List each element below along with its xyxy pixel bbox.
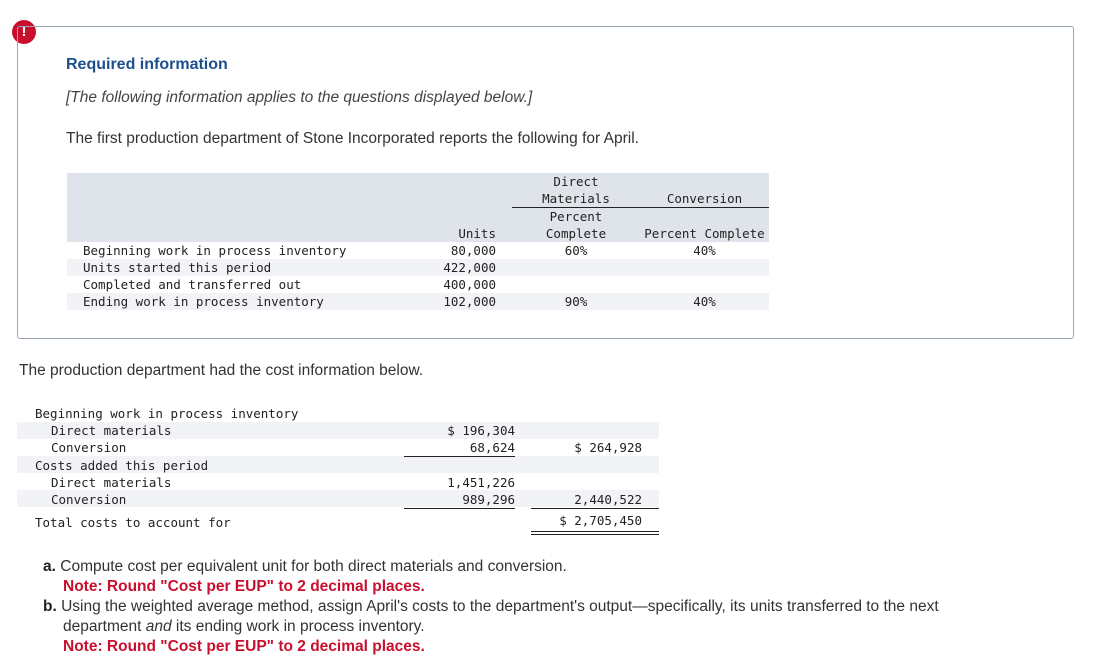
beg-conv-value: 68,624 (469, 440, 515, 455)
conv-header-rule (640, 207, 769, 208)
required-info-title: Required information (66, 56, 228, 73)
added-subtotal-rule (404, 508, 515, 509)
question-a (43, 558, 567, 576)
dm-header-rule (512, 207, 640, 208)
row-conv-pct: 40% (693, 294, 716, 309)
add-conv-value: 989,296 (462, 492, 515, 507)
row-units: 102,000 (443, 294, 496, 309)
beg-dm-label: Direct materials (51, 423, 172, 438)
required-info-subtitle: [The following information applies to the questions displayed below.] (66, 89, 533, 106)
total-value: $ 2,705,450 (559, 513, 642, 528)
beg-conv-label: Conversion (51, 440, 127, 455)
beg-subtotal-rule (404, 456, 515, 457)
add-dm-label: Direct materials (51, 475, 172, 490)
col-conversion: Conversion (666, 191, 743, 206)
add-dm-value: 1,451,226 (447, 475, 515, 490)
total-rule (531, 508, 659, 509)
question-b-text-2c: its ending work in process inventory. (171, 618, 425, 635)
question-b-line2 (63, 618, 425, 636)
add-conv-label: Conversion (51, 492, 127, 507)
beg-wip-label: Beginning work in process inventory (35, 406, 299, 421)
col-dm-line1: Direct (553, 174, 599, 189)
row-label: Completed and transferred out (83, 277, 302, 292)
intro-text: The first production department of Stone Incorporated reports the following for April. (66, 130, 639, 147)
col-conv-percent: Percent Complete (644, 226, 765, 241)
question-b-text-2a: department (63, 618, 146, 635)
question-a-note: Note: Round "Cost per EUP" to 2 decimal places. (63, 578, 425, 595)
col-dm-line4: Complete (545, 226, 607, 241)
row-conv-pct: 40% (693, 243, 716, 258)
cost-intro-text: The production department had the cost information below. (19, 362, 424, 379)
added-label: Costs added this period (35, 458, 209, 473)
total-label: Total costs to account for (35, 515, 231, 530)
row-units: 400,000 (443, 277, 496, 292)
row-units: 80,000 (450, 243, 496, 258)
question-b-text-2b: and (145, 618, 172, 635)
col-dm-line2: Materials (542, 191, 610, 206)
col-dm-line3: Percent (549, 209, 603, 224)
question-a-text: Compute cost per equivalent unit for both direct materials and conversion. (60, 558, 567, 575)
row-dm-pct: 60% (564, 243, 588, 258)
question-b-text-line1: Using the weighted average method, assign April's costs to the department's output—specifically, its units transferred to the next (61, 598, 939, 615)
total-double-rule-top (531, 531, 659, 532)
row-label: Units started this period (83, 260, 272, 275)
row-units: 422,000 (443, 260, 496, 275)
question-b (43, 598, 939, 616)
row-label: Ending work in process inventory (83, 294, 324, 309)
added-total-value: 2,440,522 (574, 492, 642, 507)
beg-total-value: $ 264,928 (574, 440, 642, 455)
alert-icon: ! (12, 20, 36, 44)
question-a-label: a. (43, 558, 56, 575)
total-double-rule-bottom (531, 534, 659, 535)
question-b-label: b. (43, 598, 57, 615)
question-b-note: Note: Round "Cost per EUP" to 2 decimal places. (63, 638, 425, 655)
col-units: Units (458, 226, 496, 241)
row-dm-pct: 90% (564, 294, 588, 309)
row-label: Beginning work in process inventory (83, 243, 347, 258)
beg-dm-value: $ 196,304 (447, 423, 515, 438)
